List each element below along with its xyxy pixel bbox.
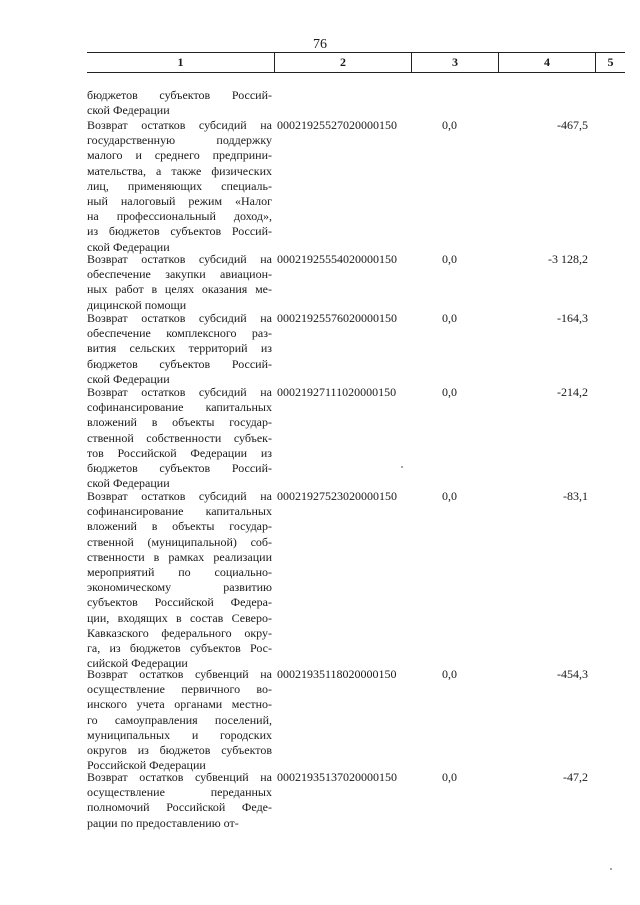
column-4-value: -3 128,2 [548, 252, 588, 266]
column-4-value: -47,2 [563, 770, 588, 784]
description-line: тов Российской Федерации из [87, 445, 272, 460]
column-header-4: 4 [498, 53, 595, 72]
description-line: Возврат остатков субсидий на [87, 311, 272, 325]
budget-code: 00021925554020000150 [277, 252, 397, 266]
budget-code: 00021927111020000150 [277, 385, 397, 399]
description-line: государственную поддержку [87, 133, 272, 148]
description-line: обеспечение комплексного раз- [87, 326, 272, 341]
description-line: вития сельских территорий из [87, 341, 272, 356]
description-line: мательства, а также физических [87, 163, 272, 178]
description-line: бюджетов субъектов Россий- [87, 461, 272, 476]
scan-speck [610, 868, 612, 870]
description-line: Возврат остатков субсидий на [87, 385, 272, 399]
description-line: мероприятий по социально- [87, 565, 272, 580]
description-line: ственности в рамках реализации [87, 549, 272, 564]
row-description [87, 252, 272, 313]
column-4-value: -454,3 [557, 667, 588, 681]
description-line: бюджетов субъектов Россий- [87, 88, 272, 102]
description-line: муниципальных и городских [87, 727, 272, 742]
budget-code: 00021927523020000150 [277, 489, 397, 503]
column-3-value: 0,0 [442, 770, 457, 784]
column-4-value: -164,3 [557, 311, 588, 325]
description-line: дицинской помощи [87, 297, 187, 312]
description-line: го самоуправления поселений, [87, 712, 272, 727]
description-line: осуществление переданных [87, 785, 272, 800]
column-header-3: 3 [411, 53, 498, 72]
description-line: обеспечение закупки авиацион- [87, 267, 272, 282]
description-line: софинансирование капитальных [87, 400, 272, 415]
column-header-1: 1 [177, 55, 184, 69]
column-3-value: 0,0 [442, 252, 457, 266]
budget-code: 00021935137020000150 [277, 770, 397, 784]
description-line: лиц, применяющих специаль- [87, 178, 272, 193]
description-line: рации по предоставлению от- [87, 815, 239, 830]
description-line: ской Федерации [87, 103, 170, 118]
description-line: ственной (муниципальной) соб- [87, 534, 272, 549]
description-line: ных работ в целях оказания ме- [87, 282, 272, 297]
description-line: вложений в объекты государ- [87, 415, 272, 430]
description-line: Возврат остатков субсидий на [87, 252, 272, 266]
description-line: ный налоговый режим «Налог [87, 194, 272, 209]
description-line: сийской Федерации [87, 656, 188, 671]
description-line: Возврат остатков субсидий на [87, 118, 272, 132]
description-line: малого и среднего предприни- [87, 148, 272, 163]
description-line: бюджетов субъектов Россий- [87, 356, 272, 371]
description-line: Российской Федерации [87, 758, 206, 773]
description-line: Возврат остатков субсидий на [87, 489, 272, 503]
description-line: Кавказского федерального окру- [87, 625, 272, 640]
column-header-5: 5 [595, 53, 625, 72]
description-line: экономическому развитию [87, 580, 272, 595]
column-4-value: -83,1 [563, 489, 588, 503]
column-3-value: 0,0 [442, 385, 457, 399]
description-line: ской Федерации [87, 476, 170, 491]
description-line: ственной собственности субъек- [87, 430, 272, 445]
description-line: из бюджетов субъектов Россий- [87, 224, 272, 239]
description-line: Возврат остатков субвенций на [87, 667, 272, 681]
description-line: Возврат остатков субвенций на [87, 770, 272, 784]
column-3-value: 0,0 [442, 118, 457, 132]
page-number: 76 [313, 37, 327, 52]
description-line: вложений в объекты государ- [87, 519, 272, 534]
column-3-value: 0,0 [442, 311, 457, 325]
column-3-value: 0,0 [442, 667, 457, 681]
description-line: субъектов Российской Федера- [87, 595, 272, 610]
description-line: га, из бюджетов субъектов Рос- [87, 641, 272, 656]
scan-speck [401, 466, 403, 468]
column-4-value: -214,2 [557, 385, 588, 399]
description-line: на профессиональный доход», [87, 209, 272, 224]
row-description [87, 667, 272, 773]
description-line: ской Федерации [87, 371, 170, 386]
description-line: полномочий Российской Феде- [87, 800, 272, 815]
budget-code: 00021925576020000150 [277, 311, 397, 325]
column-4-value: -467,5 [557, 118, 588, 132]
budget-code: 00021925527020000150 [277, 118, 397, 132]
row-description [87, 489, 272, 671]
row-description [87, 385, 272, 491]
description-line: осуществление первичного во- [87, 682, 272, 697]
column-3-value: 0,0 [442, 489, 457, 503]
column-header-2: 2 [274, 53, 411, 72]
row-description [87, 311, 272, 387]
description-line: ции, входящих в состав Северо- [87, 610, 272, 625]
table-header [87, 52, 625, 73]
description-line: софинансирование капитальных [87, 504, 272, 519]
budget-code: 00021935118020000150 [277, 667, 397, 681]
description-line: ской Федерации [87, 239, 170, 254]
row-description [87, 770, 272, 831]
description-line: инского учета органами местно- [87, 697, 272, 712]
description-line: округов из бюджетов субъектов [87, 743, 272, 758]
row-description [87, 118, 272, 255]
row-description [87, 88, 272, 118]
